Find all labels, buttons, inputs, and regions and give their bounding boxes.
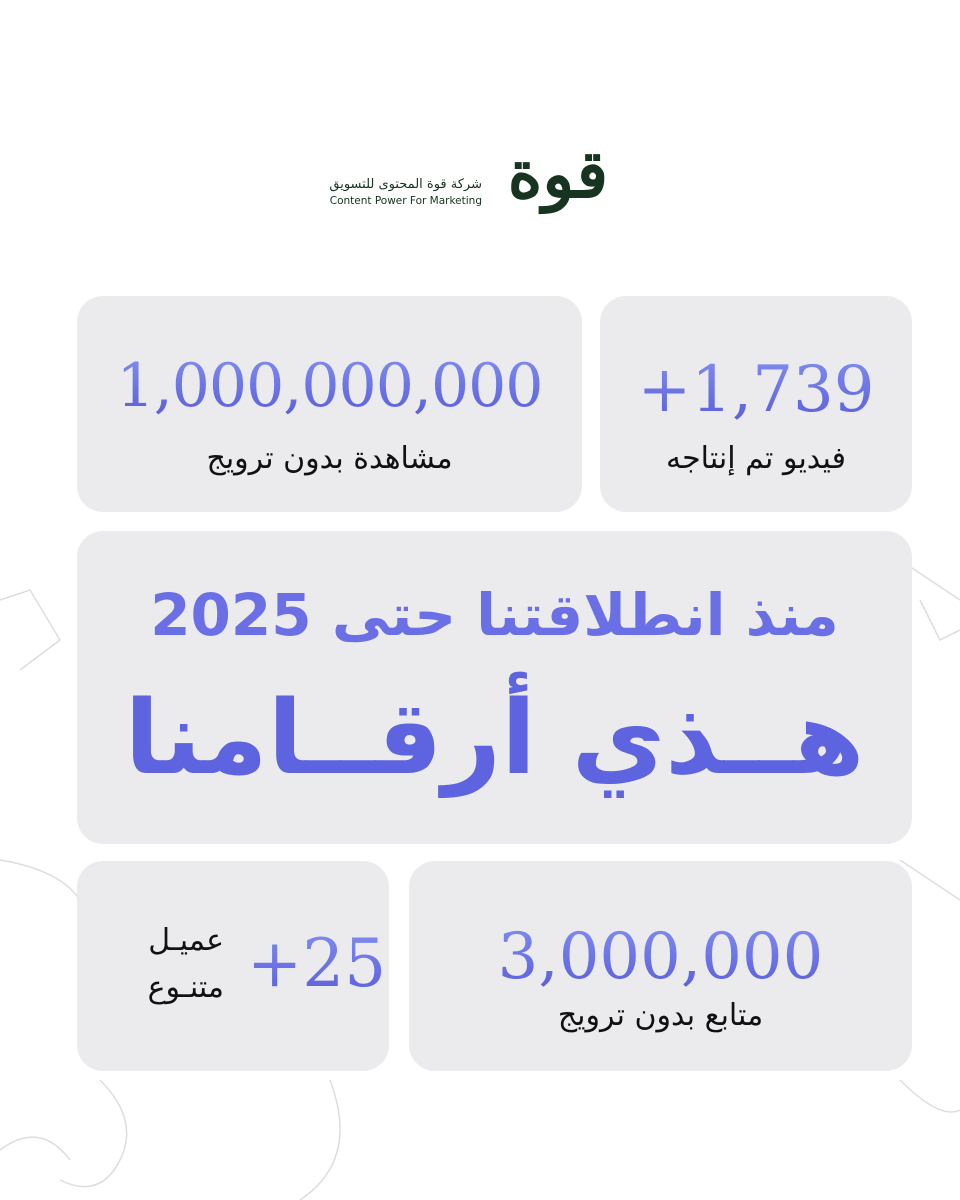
clients-label-line-2: متنـوع — [147, 970, 224, 1005]
views-label: مشاهدة بدون ترويج — [206, 441, 453, 476]
videos-number: +1,739 — [600, 358, 912, 422]
clients-number: +25 — [247, 925, 387, 1002]
company-logo — [329, 135, 630, 250]
headline-line-2: هــذي أرقــامنا — [124, 679, 865, 798]
company-name-arabic: شركة قوة المحتوى للتسويق — [329, 177, 482, 192]
logo-mark: قوة — [507, 135, 608, 213]
views-stat-card — [77, 296, 582, 512]
videos-stat-card — [600, 296, 912, 512]
videos-label: فيديو تم إنتاجه — [666, 441, 846, 476]
clients-stat-card — [77, 861, 389, 1071]
company-name-english: Content Power For Marketing — [329, 195, 482, 207]
followers-number: 3,000,000 — [409, 925, 912, 989]
views-number: 1,000,000,000 — [77, 356, 582, 416]
headline-line-1: منذ انطلاقتنا حتى 2025 — [150, 581, 839, 649]
clients-label-line-1: عميـل — [148, 923, 224, 958]
followers-label: متابع بدون ترويج — [557, 998, 764, 1033]
followers-stat-card — [409, 861, 912, 1071]
headline-card — [77, 531, 912, 844]
